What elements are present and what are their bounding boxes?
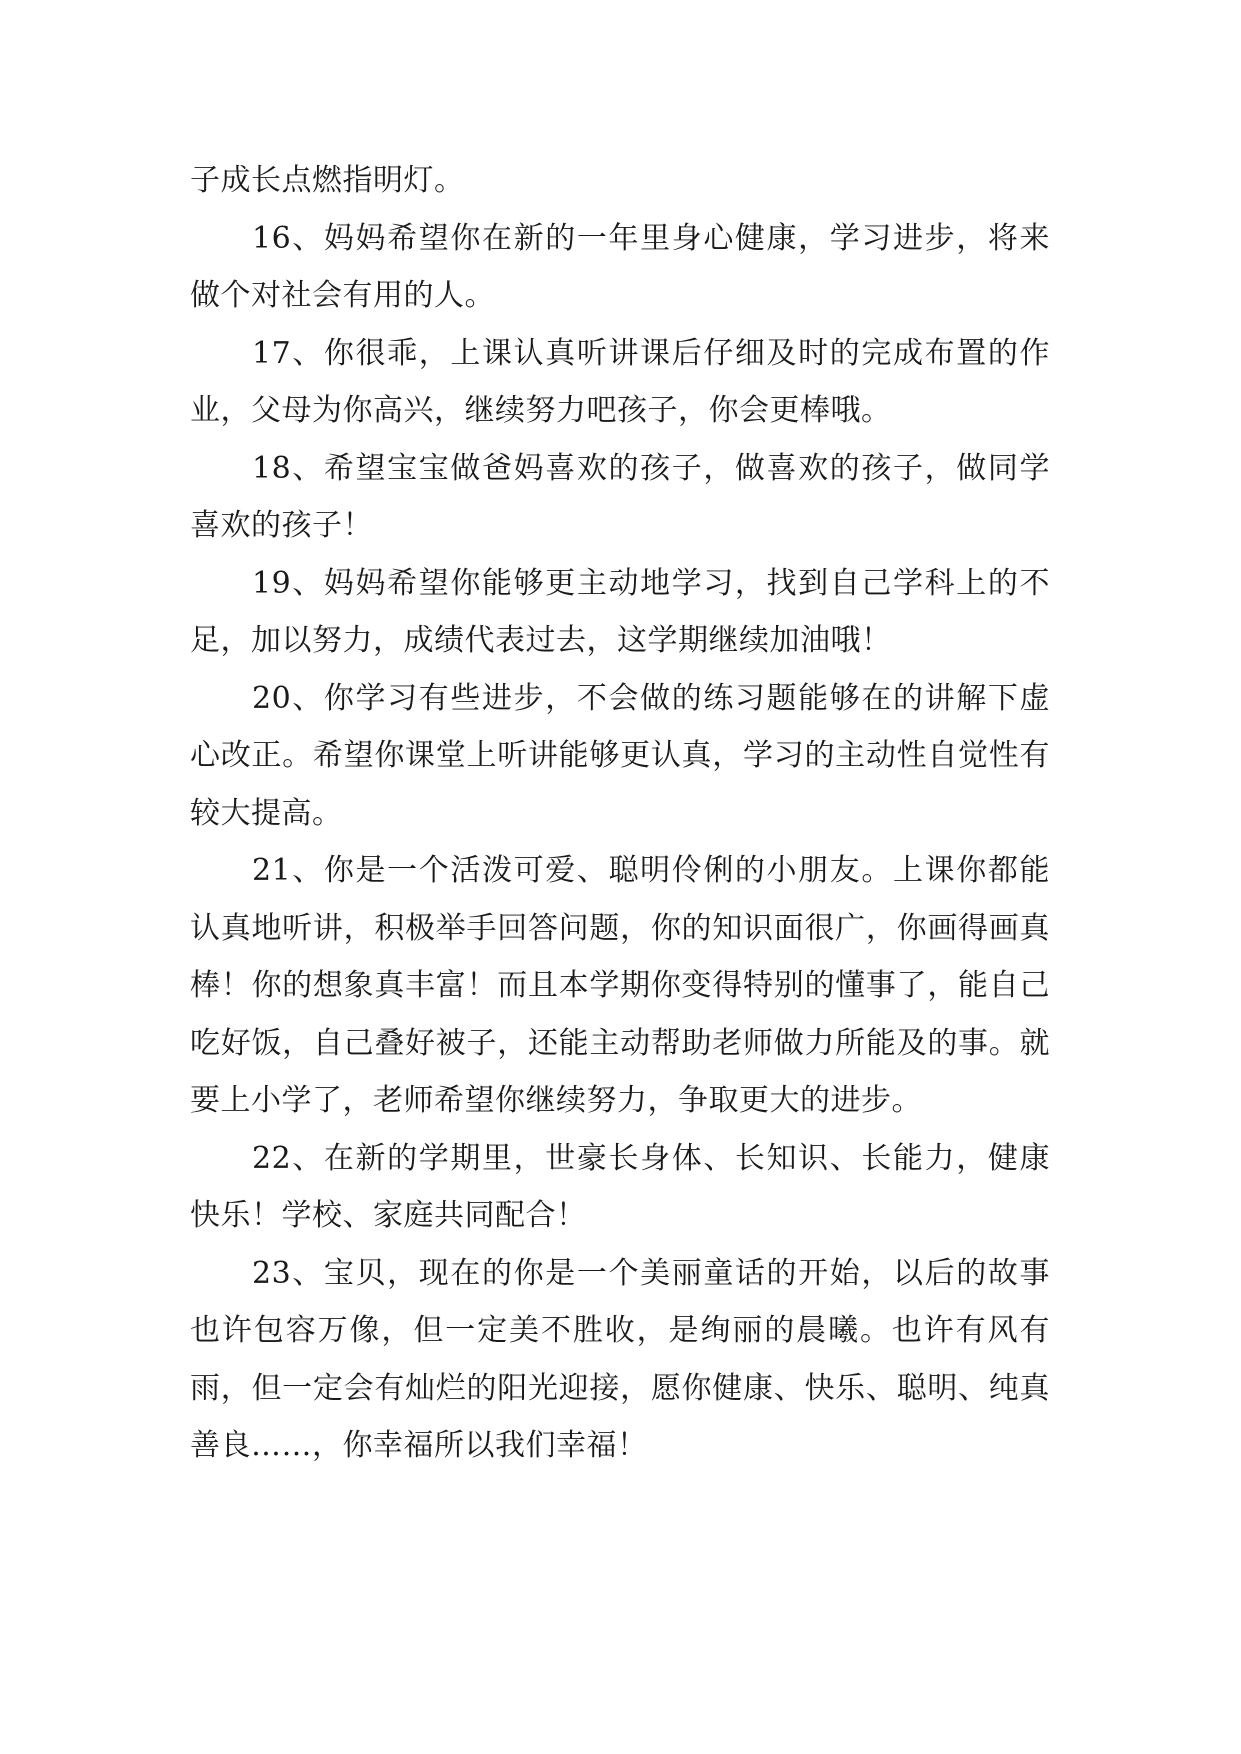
paragraph-item-19: 19、妈妈希望你能够更主动地学习，找到自己学科上的不足，加以努力，成绩代表过去，这学期继续加油哦！ — [190, 565, 1050, 658]
paragraph-item-23: 23、宝贝，现在的你是一个美丽童话的开始，以后的故事也许包容万像，但一定美不胜收，是绚丽的晨曦。也许有风有雨，但一定会有灿烂的阳光迎接，愿你健康、快乐、聪明、纯真善良……，你幸福所以我们幸福！ — [190, 1255, 1050, 1463]
paragraph-item-22: 22、在新的学期里，世豪长身体、长知识、长能力，健康快乐！学校、家庭共同配合！ — [190, 1140, 1050, 1233]
document-body — [190, 152, 1050, 1475]
paragraph-item-18: 18、希望宝宝做爸妈喜欢的孩子，做喜欢的孩子，做同学喜欢的孩子！ — [190, 450, 1050, 543]
paragraph-item-16: 16、妈妈希望你在新的一年里身心健康，学习进步，将来做个对社会有用的人。 — [190, 220, 1050, 313]
paragraph-item-21: 21、你是一个活泼可爱、聪明伶俐的小朋友。上课你都能认真地听讲，积极举手回答问题，你的知识面很广，你画得画真棒！你的想象真丰富！而且本学期你变得特别的懂事了，能自己吃好饭，自己叠好被子，还能主动帮助老师做力所能及的事。就要上小学了，老师希望你继续努力，争取更大的进步。 — [190, 853, 1050, 1118]
paragraph-continuation: 子成长点燃指明灯。 — [190, 163, 465, 198]
paragraph-item-17: 17、你很乖，上课认真听讲课后仔细及时的完成布置的作业，父母为你高兴，继续努力吧孩子，你会更棒哦。 — [190, 335, 1050, 428]
paragraph-item-20: 20、你学习有些进步，不会做的练习题能够在的讲解下虚心改正。希望你课堂上听讲能够更认真，学习的主动性自觉性有较大提高。 — [190, 680, 1050, 831]
